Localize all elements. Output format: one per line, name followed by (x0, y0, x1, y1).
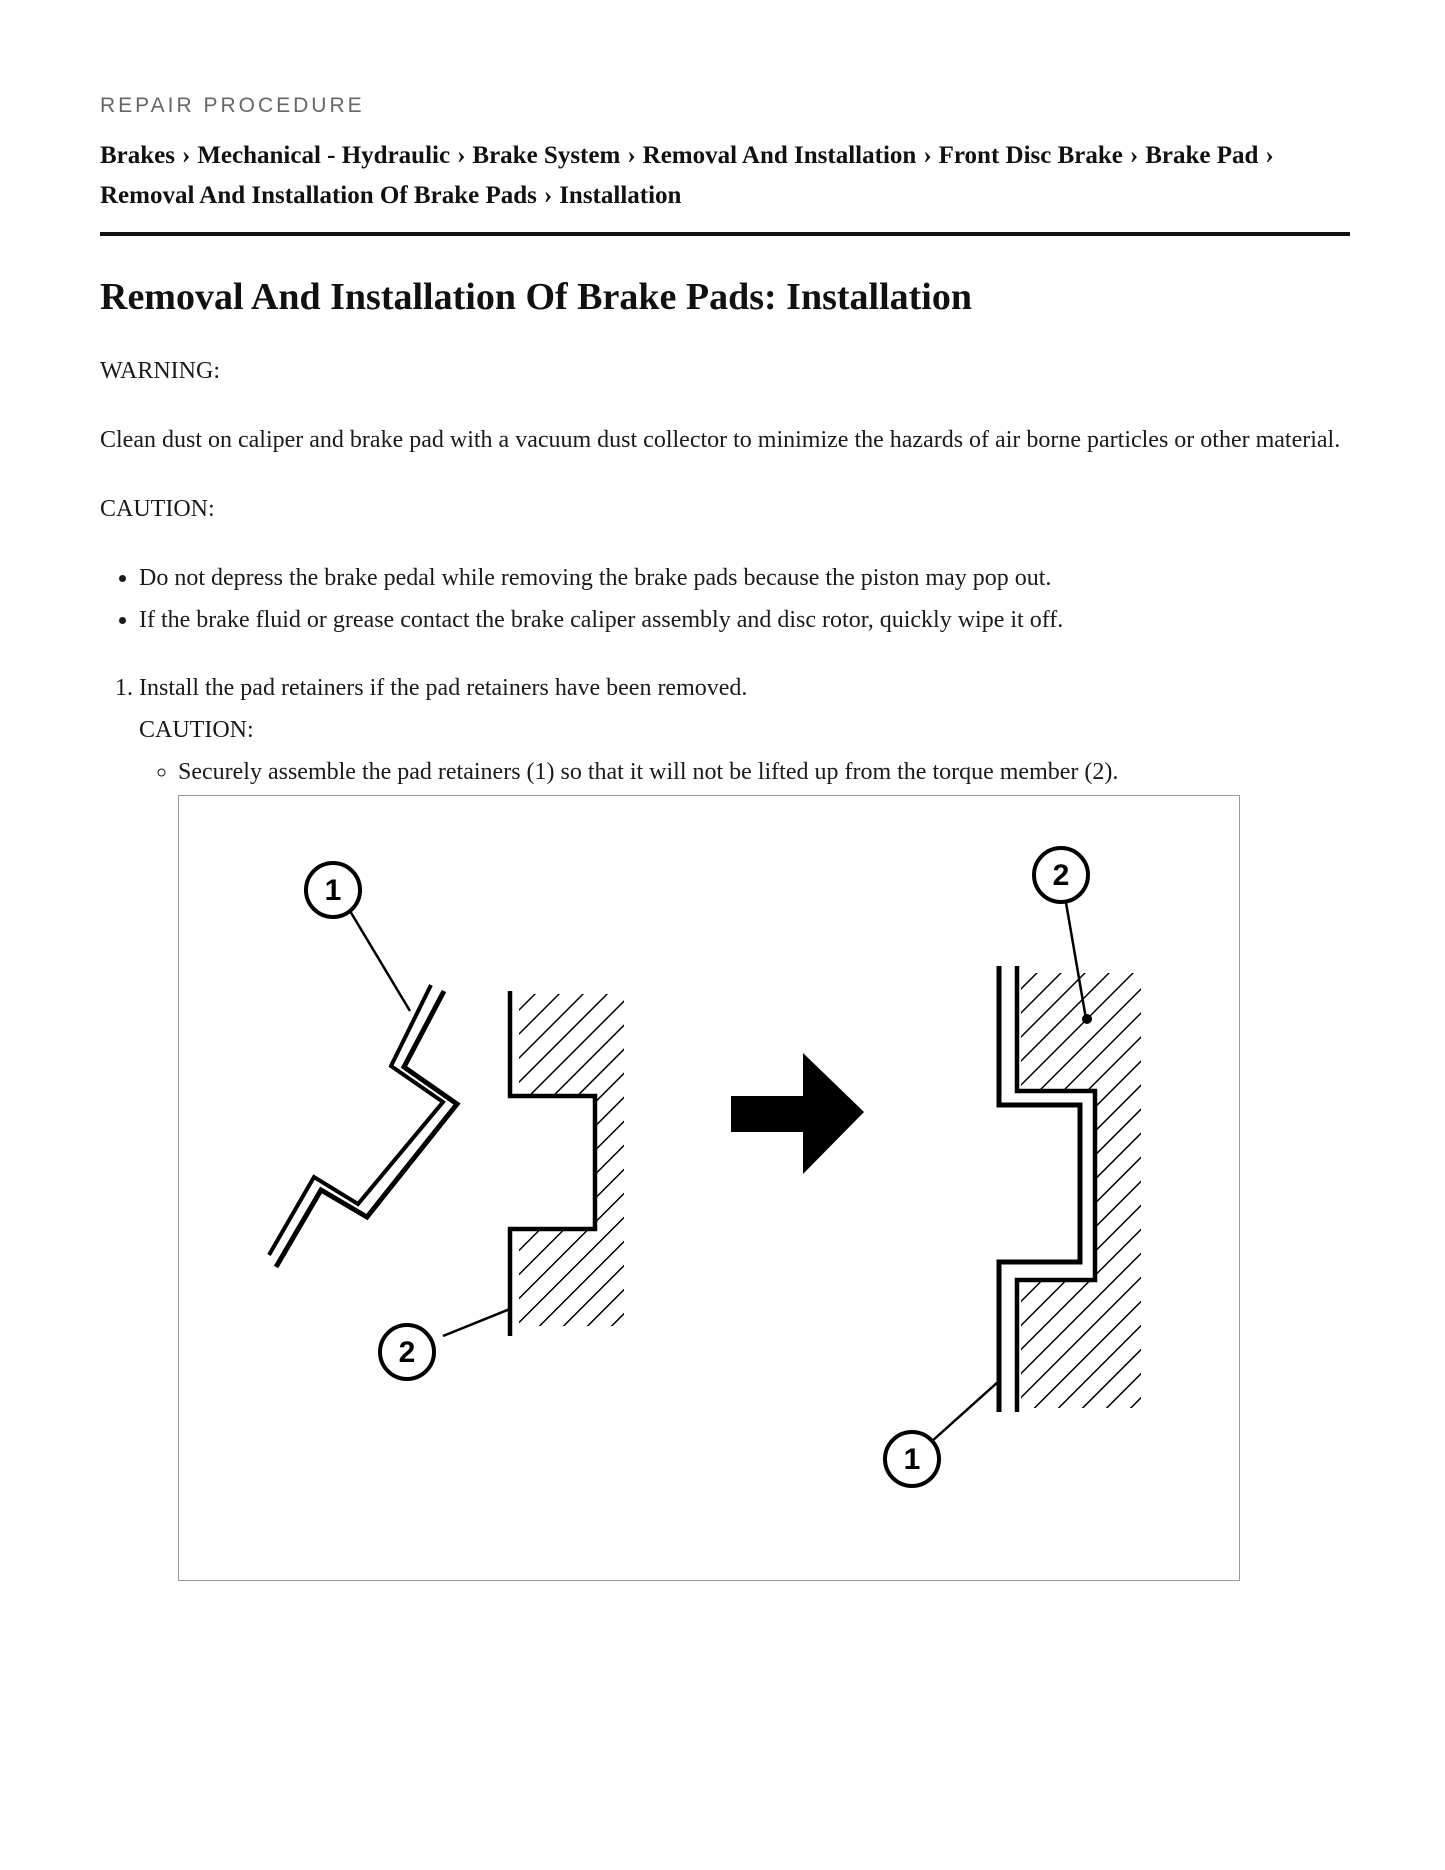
warning-label: WARNING: (100, 358, 220, 384)
callout-label: 1 (903, 1443, 921, 1476)
torque-member-left (510, 986, 649, 1336)
breadcrumb-item-mechanical-hydraulic[interactable]: Mechanical - Hydraulic (197, 142, 451, 169)
list-item (178, 751, 1350, 1581)
callout-1-right (885, 1381, 999, 1486)
breadcrumb-item-removal-installation-brake-pads[interactable]: Removal And Installation Of Brake Pads (100, 182, 537, 209)
breadcrumb-separator: › (627, 142, 636, 169)
breadcrumb-item-brake-pad[interactable]: Brake Pad (1145, 142, 1259, 169)
breadcrumb-item-brake-system[interactable]: Brake System (472, 142, 621, 169)
callout-label: 2 (398, 1336, 416, 1369)
caution-list (100, 557, 1350, 641)
arrow-right-icon (731, 1053, 864, 1174)
breadcrumb-separator: › (1129, 142, 1139, 169)
step-text: 1. Install the pad retainers if the pad retainers have been removed. (139, 675, 748, 701)
list-item: • Do not depress the brake pedal while removing the brake pads because the piston may pop out. (139, 557, 1350, 599)
callout-label: 1 (324, 874, 342, 907)
document-page (100, 94, 1350, 1581)
warning-text: Clean dust on caliper and brake pad with a vacuum dust collector to minimize the hazards of air borne particles or other material. (100, 427, 1341, 453)
callout-label: 2 (1052, 859, 1070, 892)
procedure-steps (100, 667, 1350, 1581)
breadcrumb-separator: › (923, 142, 932, 169)
torque-member-right (1021, 966, 1151, 1416)
breadcrumb-item-removal-and-installation[interactable]: Removal And Installation (642, 142, 917, 169)
pad-retainer-left (269, 985, 457, 1267)
step-caution-label: CAUTION: (139, 717, 254, 743)
breadcrumb-separator: › (543, 182, 553, 209)
step-caution-text: Securely assemble the pad retainers (1) so that it will not be lifted up from the torque member (2). (178, 759, 1119, 785)
caution-label: CAUTION: (100, 496, 215, 522)
breadcrumb-item-current: Installation (559, 182, 682, 209)
breadcrumb (100, 136, 1350, 236)
pad-retainer-figure (178, 795, 1240, 1581)
callout-2-left (380, 1309, 510, 1379)
step-caution-list (139, 751, 1350, 1581)
step-item (139, 667, 1350, 1581)
breadcrumb-item-front-disc-brake[interactable]: Front Disc Brake (938, 142, 1123, 169)
callout-1-left (306, 863, 410, 1011)
page-title: Removal And Installation Of Brake Pads: Installation (100, 276, 972, 318)
breadcrumb-separator: › (1265, 142, 1274, 169)
section-eyebrow: REPAIR PROCEDURE (100, 94, 365, 117)
breadcrumb-item-brakes[interactable]: Brakes (100, 142, 175, 169)
list-item: • If the brake fluid or grease contact the brake caliper assembly and disc rotor, quickly wipe it off. (139, 599, 1350, 641)
breadcrumb-separator: › (182, 142, 191, 169)
breadcrumb-separator: › (457, 142, 466, 169)
pad-retainer-diagram (179, 796, 1238, 1579)
